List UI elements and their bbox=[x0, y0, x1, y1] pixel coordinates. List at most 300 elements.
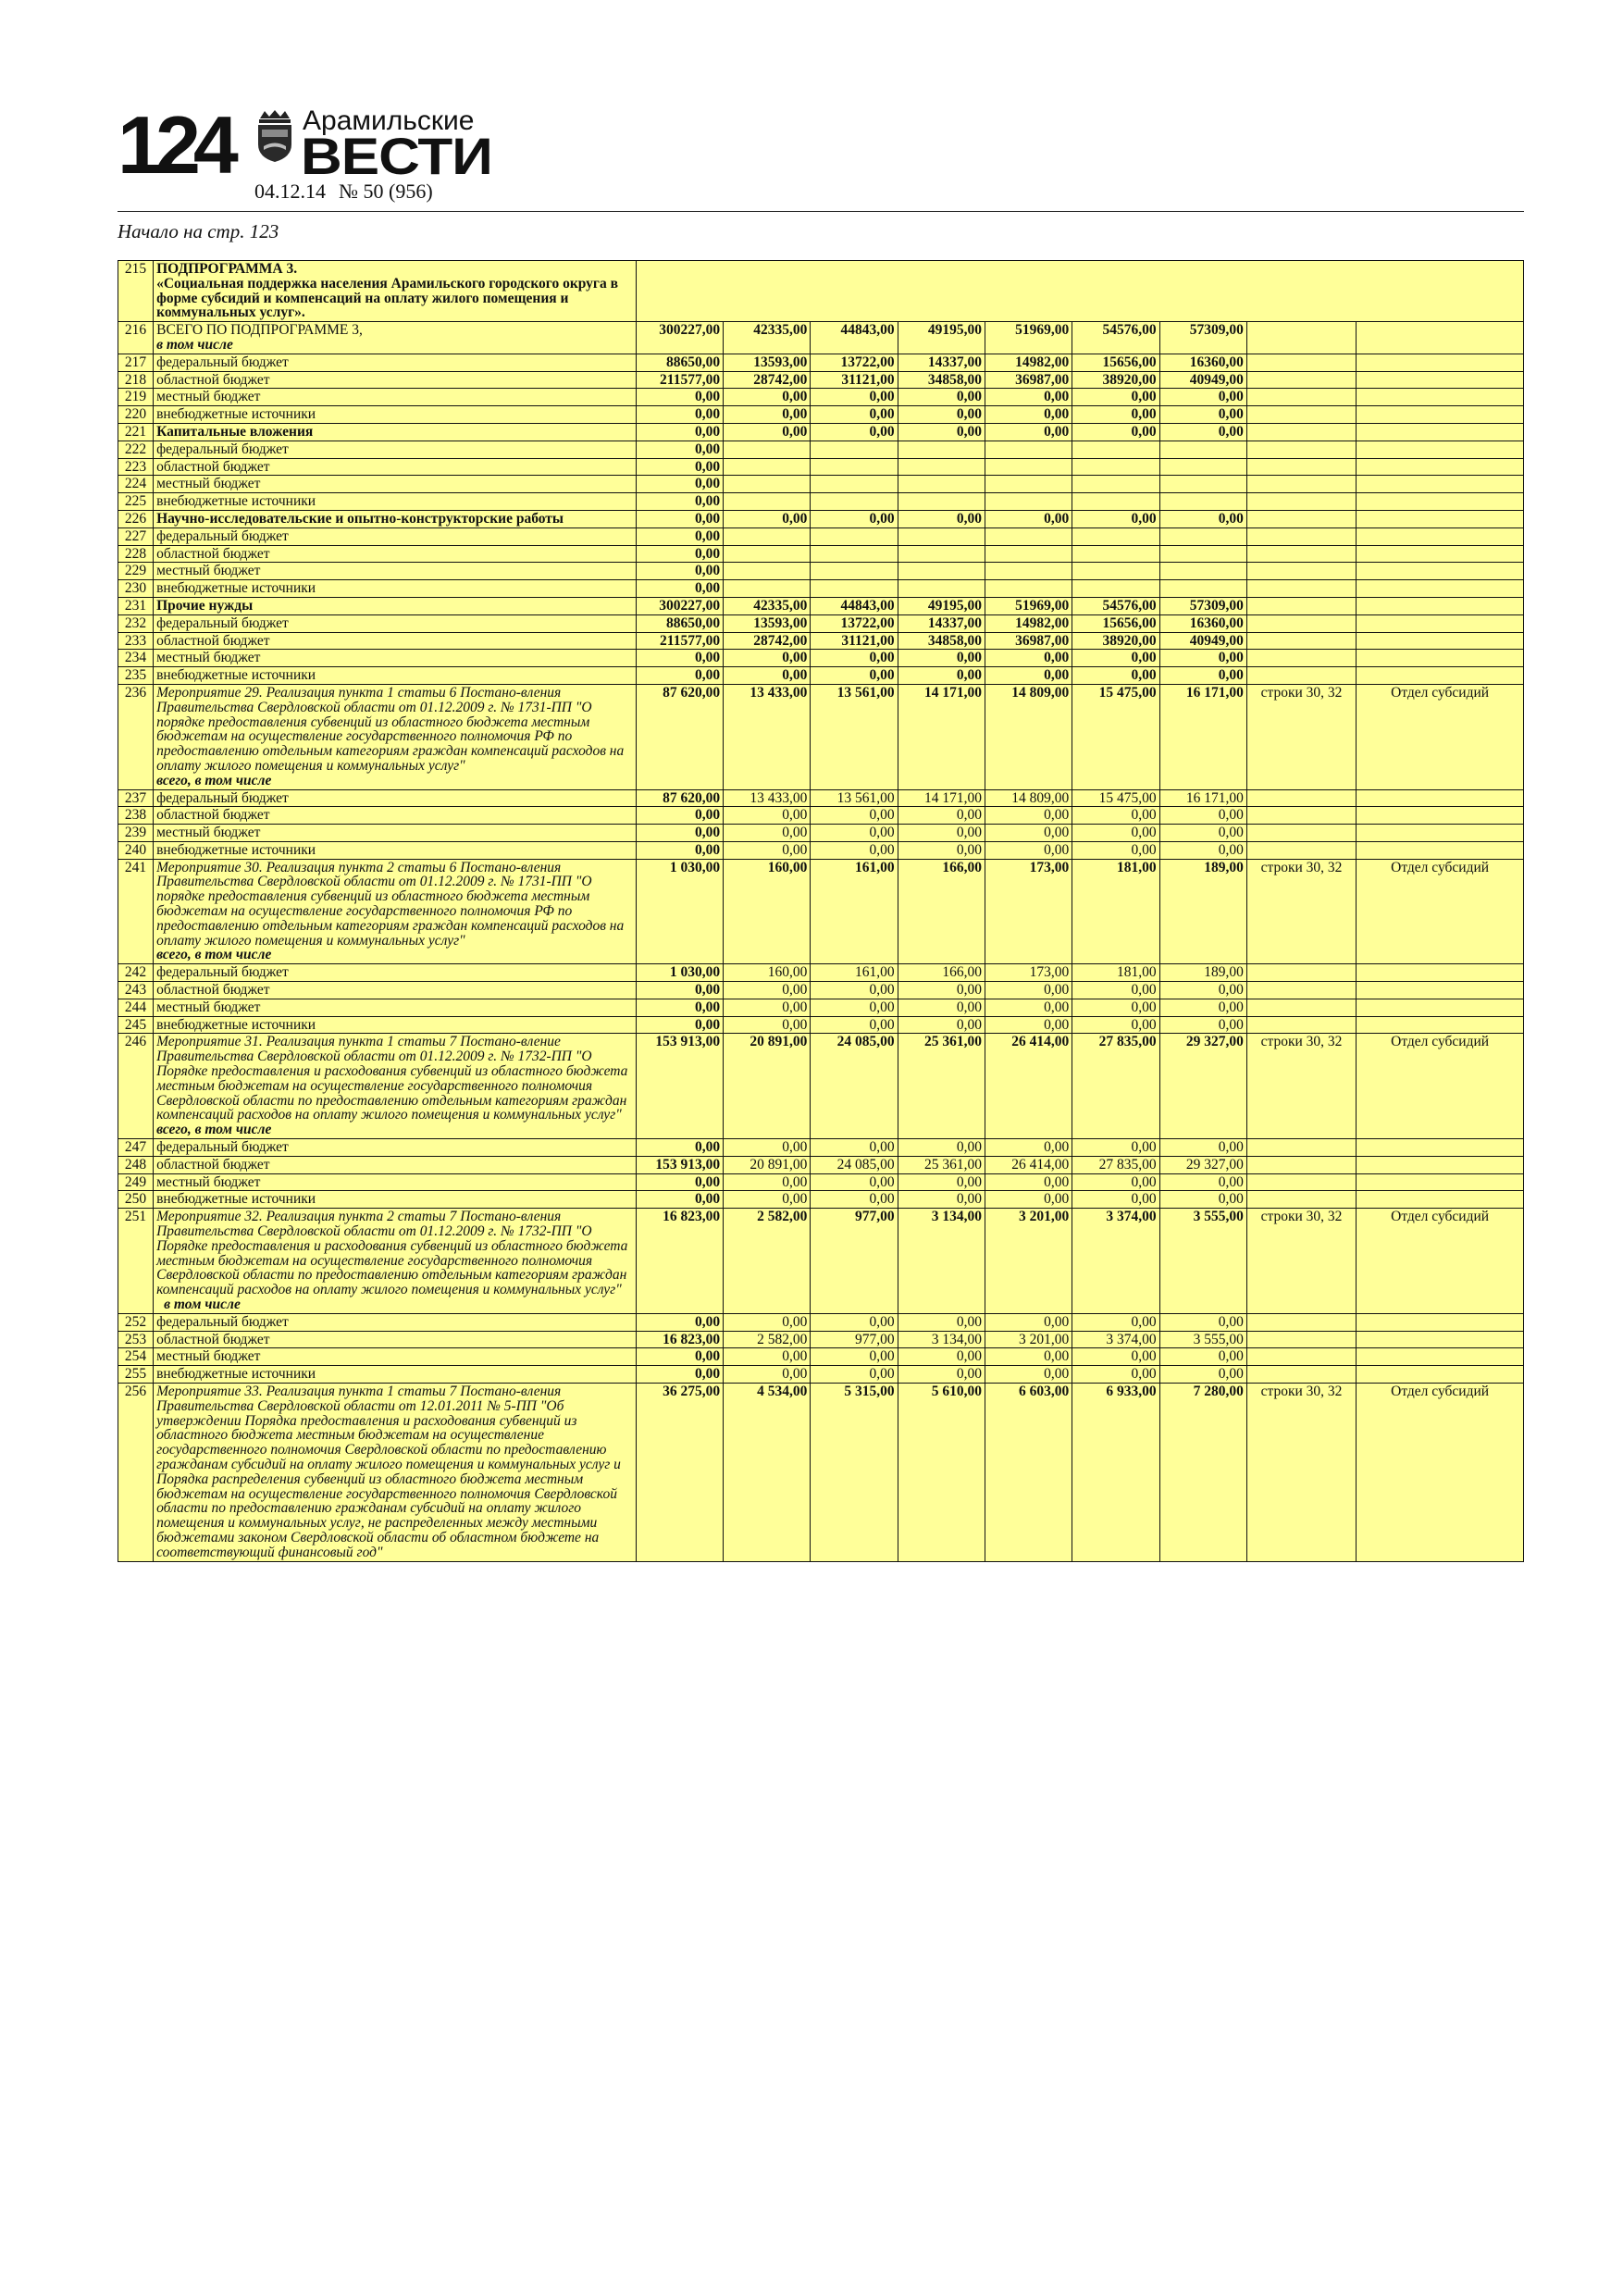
value-cell bbox=[811, 441, 898, 458]
row-number: 224 bbox=[118, 476, 154, 493]
row-label: Мероприятие 30. Реализация пункта 2 статьи 6 Постано-вления Правительства Свердловской области от 01.12.2009 г. № 1731-ПП "О порядке предоставления субвенций из областного бюджета местным бюджетам на осуществление государственного полномочия РФ по предоставлению отдельным категориям граждан компенсаций расходов на оплату жилого помещения и коммунальных услуг" bbox=[156, 859, 625, 949]
value-cell: 0,00 bbox=[985, 1348, 1072, 1366]
value-cell: 977,00 bbox=[811, 1209, 898, 1314]
table-row bbox=[118, 597, 1524, 614]
executor-cell bbox=[1357, 322, 1524, 354]
value-cell: 0,00 bbox=[811, 825, 898, 842]
reference-cell bbox=[1246, 1366, 1356, 1384]
value-cell: 3 374,00 bbox=[1072, 1331, 1159, 1348]
row-number: 255 bbox=[118, 1366, 154, 1384]
value-cell: 34858,00 bbox=[898, 632, 985, 650]
value-cell bbox=[1072, 493, 1159, 511]
row-number: 247 bbox=[118, 1139, 154, 1157]
row-label: областной бюджет bbox=[156, 1331, 270, 1347]
row-label: федеральный бюджет bbox=[156, 964, 289, 981]
value-cell: 0,00 bbox=[985, 667, 1072, 685]
reference-cell: строки 30, 32 bbox=[1246, 859, 1356, 964]
value-cell: 0,00 bbox=[1072, 807, 1159, 825]
reference-cell bbox=[1246, 1313, 1356, 1331]
reference-cell bbox=[1246, 493, 1356, 511]
value-cell bbox=[898, 563, 985, 580]
row-label: федеральный бюджет bbox=[156, 1139, 289, 1156]
row-label-cell bbox=[154, 789, 637, 807]
reference-cell bbox=[1246, 354, 1356, 371]
table-row bbox=[118, 1348, 1524, 1366]
value-cell: 28742,00 bbox=[724, 632, 811, 650]
value-cell bbox=[898, 476, 985, 493]
reference-cell: строки 30, 32 bbox=[1246, 684, 1356, 789]
value-cell: 0,00 bbox=[985, 650, 1072, 667]
value-cell: 49195,00 bbox=[898, 322, 985, 354]
executor-cell bbox=[1357, 1173, 1524, 1191]
value-cell bbox=[898, 545, 985, 563]
value-cell: 0,00 bbox=[724, 667, 811, 685]
value-cell: 0,00 bbox=[636, 1313, 723, 1331]
value-cell: 0,00 bbox=[1159, 389, 1246, 406]
row-sublabel: всего, в том числе bbox=[156, 772, 272, 788]
reference-cell bbox=[1246, 510, 1356, 527]
value-cell: 0,00 bbox=[636, 389, 723, 406]
value-cell: 0,00 bbox=[724, 389, 811, 406]
row-label-cell bbox=[154, 510, 637, 527]
value-cell: 0,00 bbox=[898, 510, 985, 527]
value-cell: 5 315,00 bbox=[811, 1383, 898, 1561]
reference-cell bbox=[1246, 1156, 1356, 1173]
row-label: областной бюджет bbox=[156, 458, 270, 475]
value-cell: 173,00 bbox=[985, 964, 1072, 982]
table-row bbox=[118, 1366, 1524, 1384]
reference-cell bbox=[1246, 597, 1356, 614]
row-label-cell bbox=[154, 527, 637, 545]
row-label-cell bbox=[154, 389, 637, 406]
value-cell: 0,00 bbox=[636, 999, 723, 1016]
value-cell: 57309,00 bbox=[1159, 597, 1246, 614]
reference-cell bbox=[1246, 999, 1356, 1016]
row-label: местный бюджет bbox=[156, 1173, 261, 1190]
reference-cell bbox=[1246, 964, 1356, 982]
value-cell: 0,00 bbox=[1072, 1139, 1159, 1157]
value-cell: 3 134,00 bbox=[898, 1209, 985, 1314]
value-cell: 34858,00 bbox=[898, 371, 985, 389]
value-cell: 0,00 bbox=[898, 650, 985, 667]
value-cell: 24 085,00 bbox=[811, 1156, 898, 1173]
value-cell bbox=[1072, 563, 1159, 580]
table-row bbox=[118, 807, 1524, 825]
row-label-cell bbox=[154, 441, 637, 458]
value-cell: 0,00 bbox=[636, 1173, 723, 1191]
value-cell: 0,00 bbox=[1072, 1366, 1159, 1384]
row-label-cell bbox=[154, 406, 637, 424]
value-cell: 13 433,00 bbox=[724, 789, 811, 807]
table-row bbox=[118, 1313, 1524, 1331]
value-cell bbox=[985, 458, 1072, 476]
value-cell: 0,00 bbox=[898, 1348, 985, 1366]
value-cell: 38920,00 bbox=[1072, 371, 1159, 389]
row-label-cell bbox=[154, 1034, 637, 1139]
value-cell: 0,00 bbox=[1159, 1016, 1246, 1034]
value-cell: 0,00 bbox=[1159, 1366, 1246, 1384]
row-label-cell bbox=[154, 371, 637, 389]
row-label: областной бюджет bbox=[156, 1156, 270, 1173]
value-cell: 0,00 bbox=[636, 580, 723, 598]
table-row bbox=[118, 354, 1524, 371]
masthead bbox=[118, 100, 1524, 211]
row-label-cell bbox=[154, 1139, 637, 1157]
value-cell bbox=[1072, 458, 1159, 476]
table-row bbox=[118, 510, 1524, 527]
value-cell: 0,00 bbox=[636, 527, 723, 545]
value-cell: 0,00 bbox=[985, 999, 1072, 1016]
reference-cell bbox=[1246, 807, 1356, 825]
value-cell: 26 414,00 bbox=[985, 1034, 1072, 1139]
value-cell: 0,00 bbox=[811, 1173, 898, 1191]
issue-date: 04.12.14 bbox=[254, 180, 326, 203]
value-cell: 57309,00 bbox=[1159, 322, 1246, 354]
row-label: федеральный бюджет bbox=[156, 614, 289, 631]
value-cell: 42335,00 bbox=[724, 322, 811, 354]
value-cell: 0,00 bbox=[985, 825, 1072, 842]
table-row bbox=[118, 441, 1524, 458]
table-row bbox=[118, 859, 1524, 964]
value-cell bbox=[811, 563, 898, 580]
executor-cell bbox=[1357, 597, 1524, 614]
value-cell: 0,00 bbox=[1072, 841, 1159, 859]
value-cell: 88650,00 bbox=[636, 614, 723, 632]
reference-cell bbox=[1246, 1191, 1356, 1209]
value-cell: 14 809,00 bbox=[985, 684, 1072, 789]
value-cell: 0,00 bbox=[1072, 825, 1159, 842]
row-label: местный бюджет bbox=[156, 389, 261, 405]
executor-cell: Отдел субсидий bbox=[1357, 1034, 1524, 1139]
executor-cell bbox=[1357, 1348, 1524, 1366]
value-cell: 0,00 bbox=[1072, 667, 1159, 685]
value-cell: 6 933,00 bbox=[1072, 1383, 1159, 1561]
value-cell bbox=[724, 476, 811, 493]
value-cell: 87 620,00 bbox=[636, 684, 723, 789]
value-cell: 0,00 bbox=[636, 563, 723, 580]
value-cell: 36 275,00 bbox=[636, 1383, 723, 1561]
row-label: местный бюджет bbox=[156, 563, 261, 579]
value-cell: 0,00 bbox=[985, 1313, 1072, 1331]
value-cell bbox=[811, 545, 898, 563]
value-cell: 160,00 bbox=[724, 964, 811, 982]
row-number: 232 bbox=[118, 614, 154, 632]
value-cell: 300227,00 bbox=[636, 322, 723, 354]
executor-cell bbox=[1357, 964, 1524, 982]
row-label-cell bbox=[154, 322, 637, 354]
reference-cell bbox=[1246, 650, 1356, 667]
row-number: 221 bbox=[118, 423, 154, 441]
value-cell: 0,00 bbox=[636, 667, 723, 685]
issue-number: № 50 (956) bbox=[339, 180, 433, 203]
row-number: 246 bbox=[118, 1034, 154, 1139]
value-cell: 0,00 bbox=[724, 1016, 811, 1034]
value-cell: 0,00 bbox=[898, 1139, 985, 1157]
row-number: 227 bbox=[118, 527, 154, 545]
row-number: 237 bbox=[118, 789, 154, 807]
value-cell: 0,00 bbox=[636, 423, 723, 441]
value-cell: 0,00 bbox=[1072, 1016, 1159, 1034]
row-number: 236 bbox=[118, 684, 154, 789]
reference-cell: строки 30, 32 bbox=[1246, 1034, 1356, 1139]
value-cell: 0,00 bbox=[898, 1191, 985, 1209]
table-row bbox=[118, 371, 1524, 389]
table-row bbox=[118, 1209, 1524, 1314]
reference-cell bbox=[1246, 667, 1356, 685]
row-label: областной бюджет bbox=[156, 371, 270, 388]
value-cell: 0,00 bbox=[811, 807, 898, 825]
row-label-cell bbox=[154, 982, 637, 999]
row-label: Мероприятие 29. Реализация пункта 1 статьи 6 Постано-вления Правительства Свердловской области от 01.12.2009 г. № 1731-ПП "О порядке предоставления субвенций из областного бюджета местным бюджетам на осуществление государственного полномочия РФ по предоставлению отдельным категориям граждан компенсаций расходов на оплату жилого помещения и коммунальных услуг" bbox=[156, 684, 625, 774]
row-sublabel: в том числе bbox=[156, 336, 233, 353]
value-cell: 0,00 bbox=[724, 982, 811, 999]
value-cell: 15 475,00 bbox=[1072, 684, 1159, 789]
row-label: внебюджетные источники bbox=[156, 1366, 316, 1383]
row-label: внебюджетные источники bbox=[156, 667, 316, 684]
executor-cell bbox=[1357, 1139, 1524, 1157]
row-label: местный бюджет bbox=[156, 650, 261, 666]
reference-cell bbox=[1246, 580, 1356, 598]
table-row bbox=[118, 1173, 1524, 1191]
value-cell: 0,00 bbox=[811, 1313, 898, 1331]
value-cell: 7 280,00 bbox=[1159, 1383, 1246, 1561]
value-cell: 0,00 bbox=[636, 476, 723, 493]
value-cell: 0,00 bbox=[724, 650, 811, 667]
value-cell bbox=[724, 527, 811, 545]
value-cell: 36987,00 bbox=[985, 632, 1072, 650]
value-cell: 0,00 bbox=[1159, 1191, 1246, 1209]
table-row bbox=[118, 999, 1524, 1016]
value-cell: 166,00 bbox=[898, 964, 985, 982]
value-cell: 0,00 bbox=[724, 1366, 811, 1384]
executor-cell bbox=[1357, 982, 1524, 999]
value-cell: 0,00 bbox=[985, 982, 1072, 999]
table-row bbox=[118, 423, 1524, 441]
executor-cell: Отдел субсидий bbox=[1357, 1209, 1524, 1314]
executor-cell bbox=[1357, 527, 1524, 545]
value-cell: 51969,00 bbox=[985, 597, 1072, 614]
reference-cell bbox=[1246, 389, 1356, 406]
value-cell: 0,00 bbox=[898, 1366, 985, 1384]
program-description: «Социальная поддержка населения Арамильского городского округа в форме субсидий и компенсаций на оплату жилого помещения и коммунальных услуг». bbox=[156, 275, 618, 321]
city-crest-icon bbox=[254, 109, 295, 163]
value-cell: 36987,00 bbox=[985, 371, 1072, 389]
value-cell: 0,00 bbox=[1072, 650, 1159, 667]
reference-cell bbox=[1246, 563, 1356, 580]
value-cell bbox=[811, 476, 898, 493]
value-cell bbox=[724, 545, 811, 563]
value-cell: 0,00 bbox=[1159, 807, 1246, 825]
row-label: федеральный бюджет bbox=[156, 527, 289, 544]
value-cell bbox=[898, 527, 985, 545]
value-cell: 0,00 bbox=[811, 999, 898, 1016]
value-cell: 0,00 bbox=[898, 1313, 985, 1331]
row-number: 235 bbox=[118, 667, 154, 685]
value-cell: 1 030,00 bbox=[636, 859, 723, 964]
value-cell: 0,00 bbox=[724, 406, 811, 424]
table-row bbox=[118, 614, 1524, 632]
value-cell: 54576,00 bbox=[1072, 322, 1159, 354]
value-cell: 0,00 bbox=[1072, 1348, 1159, 1366]
executor-cell bbox=[1357, 441, 1524, 458]
row-number: 222 bbox=[118, 441, 154, 458]
value-cell: 15 475,00 bbox=[1072, 789, 1159, 807]
value-cell: 0,00 bbox=[811, 423, 898, 441]
program-header-row bbox=[118, 261, 1524, 322]
table-row bbox=[118, 493, 1524, 511]
value-cell: 0,00 bbox=[1159, 1139, 1246, 1157]
row-number: 234 bbox=[118, 650, 154, 667]
value-cell: 0,00 bbox=[811, 1366, 898, 1384]
value-cell: 0,00 bbox=[636, 510, 723, 527]
value-cell bbox=[724, 563, 811, 580]
row-number: 218 bbox=[118, 371, 154, 389]
table-row bbox=[118, 458, 1524, 476]
value-cell: 13593,00 bbox=[724, 614, 811, 632]
value-cell: 0,00 bbox=[1159, 825, 1246, 842]
row-number: 230 bbox=[118, 580, 154, 598]
reference-cell bbox=[1246, 1331, 1356, 1348]
value-cell bbox=[985, 563, 1072, 580]
value-cell: 27 835,00 bbox=[1072, 1156, 1159, 1173]
value-cell: 26 414,00 bbox=[985, 1156, 1072, 1173]
row-label: Мероприятие 33. Реализация пункта 1 статьи 7 Постано-вления Правительства Свердловской области от 12.01.2011 № 5-ПП "Об утверждении Порядка предоставления и расходования субвенций из областного бюджета местным бюджетам на осуществление государственного полномочия Свердловской области по предоставлению гражданам субсидий на оплату жилого помещения и коммунальных услуг и Порядка распределения субвенций из областного бюджета местным бюджетам на осуществление государственного полномочия Свердловской области по предоставлению гражданам субсидий на оплату жилого помещения и коммунальных услуг, не распределенных между местными бюджетами законом Свердловской области об областном бюджете на соответствующий финансовый год" bbox=[156, 1383, 621, 1560]
value-cell: 0,00 bbox=[636, 1139, 723, 1157]
value-cell bbox=[1159, 580, 1246, 598]
reference-cell bbox=[1246, 614, 1356, 632]
value-cell: 20 891,00 bbox=[724, 1156, 811, 1173]
value-cell: 2 582,00 bbox=[724, 1331, 811, 1348]
value-cell: 0,00 bbox=[985, 841, 1072, 859]
value-cell: 0,00 bbox=[1159, 650, 1246, 667]
row-label-cell bbox=[154, 1173, 637, 1191]
value-cell bbox=[985, 545, 1072, 563]
row-number: 219 bbox=[118, 389, 154, 406]
reference-cell bbox=[1246, 423, 1356, 441]
value-cell: 16360,00 bbox=[1159, 614, 1246, 632]
value-cell: 0,00 bbox=[898, 999, 985, 1016]
row-label-cell bbox=[154, 1383, 637, 1561]
row-label-cell bbox=[154, 1209, 637, 1314]
value-cell bbox=[985, 493, 1072, 511]
row-number: 238 bbox=[118, 807, 154, 825]
header-rule bbox=[118, 211, 1524, 212]
value-cell bbox=[811, 527, 898, 545]
value-cell: 0,00 bbox=[724, 999, 811, 1016]
value-cell: 0,00 bbox=[724, 825, 811, 842]
table-row bbox=[118, 1156, 1524, 1173]
executor-cell bbox=[1357, 650, 1524, 667]
value-cell: 0,00 bbox=[985, 1191, 1072, 1209]
reference-cell bbox=[1246, 406, 1356, 424]
value-cell bbox=[898, 580, 985, 598]
row-label-cell bbox=[154, 1016, 637, 1034]
row-label-cell bbox=[154, 632, 637, 650]
value-cell: 0,00 bbox=[724, 807, 811, 825]
executor-cell: Отдел субсидий bbox=[1357, 1383, 1524, 1561]
value-cell: 181,00 bbox=[1072, 859, 1159, 964]
value-cell: 0,00 bbox=[1159, 423, 1246, 441]
row-label: внебюджетные источники bbox=[156, 580, 316, 597]
value-cell: 0,00 bbox=[636, 650, 723, 667]
table-row bbox=[118, 527, 1524, 545]
value-cell: 0,00 bbox=[724, 510, 811, 527]
value-cell: 40949,00 bbox=[1159, 371, 1246, 389]
table-row bbox=[118, 563, 1524, 580]
executor-cell bbox=[1357, 580, 1524, 598]
executor-cell bbox=[1357, 371, 1524, 389]
value-cell: 14 171,00 bbox=[898, 789, 985, 807]
value-cell: 0,00 bbox=[811, 841, 898, 859]
value-cell: 0,00 bbox=[636, 1191, 723, 1209]
value-cell: 3 555,00 bbox=[1159, 1209, 1246, 1314]
value-cell: 13 561,00 bbox=[811, 789, 898, 807]
executor-cell bbox=[1357, 632, 1524, 650]
value-cell bbox=[1159, 458, 1246, 476]
table-row bbox=[118, 841, 1524, 859]
executor-cell bbox=[1357, 563, 1524, 580]
executor-cell bbox=[1357, 458, 1524, 476]
value-cell bbox=[1159, 527, 1246, 545]
page-number: 124 bbox=[118, 99, 231, 191]
value-cell: 160,00 bbox=[724, 859, 811, 964]
value-cell bbox=[985, 441, 1072, 458]
value-cell: 0,00 bbox=[898, 1173, 985, 1191]
value-cell: 0,00 bbox=[724, 1191, 811, 1209]
row-label-cell bbox=[154, 563, 637, 580]
table-row bbox=[118, 1191, 1524, 1209]
value-cell: 14 809,00 bbox=[985, 789, 1072, 807]
row-number: 231 bbox=[118, 597, 154, 614]
value-cell: 211577,00 bbox=[636, 632, 723, 650]
value-cell: 0,00 bbox=[1072, 423, 1159, 441]
row-label-cell bbox=[154, 999, 637, 1016]
executor-cell bbox=[1357, 1366, 1524, 1384]
brand-top: Арамильские bbox=[303, 105, 475, 136]
reference-cell bbox=[1246, 632, 1356, 650]
executor-cell: Отдел субсидий bbox=[1357, 859, 1524, 964]
row-number: 252 bbox=[118, 1313, 154, 1331]
program-empty-cell bbox=[636, 261, 1523, 322]
value-cell: 0,00 bbox=[811, 1191, 898, 1209]
value-cell bbox=[1072, 545, 1159, 563]
value-cell: 0,00 bbox=[898, 667, 985, 685]
value-cell: 0,00 bbox=[636, 825, 723, 842]
value-cell: 3 201,00 bbox=[985, 1331, 1072, 1348]
value-cell: 0,00 bbox=[811, 389, 898, 406]
row-label-cell bbox=[154, 1348, 637, 1366]
reference-cell bbox=[1246, 1139, 1356, 1157]
reference-cell bbox=[1246, 789, 1356, 807]
value-cell: 0,00 bbox=[985, 1366, 1072, 1384]
value-cell: 16 171,00 bbox=[1159, 789, 1246, 807]
value-cell: 0,00 bbox=[811, 667, 898, 685]
value-cell bbox=[724, 441, 811, 458]
value-cell bbox=[724, 493, 811, 511]
table-row bbox=[118, 1016, 1524, 1034]
value-cell: 0,00 bbox=[811, 510, 898, 527]
value-cell: 42335,00 bbox=[724, 597, 811, 614]
executor-cell bbox=[1357, 545, 1524, 563]
row-label-cell bbox=[154, 1156, 637, 1173]
row-number: 215 bbox=[118, 261, 154, 322]
value-cell: 16360,00 bbox=[1159, 354, 1246, 371]
row-number: 242 bbox=[118, 964, 154, 982]
value-cell bbox=[985, 580, 1072, 598]
reference-cell bbox=[1246, 982, 1356, 999]
row-label-cell bbox=[154, 807, 637, 825]
row-label-cell bbox=[154, 1191, 637, 1209]
